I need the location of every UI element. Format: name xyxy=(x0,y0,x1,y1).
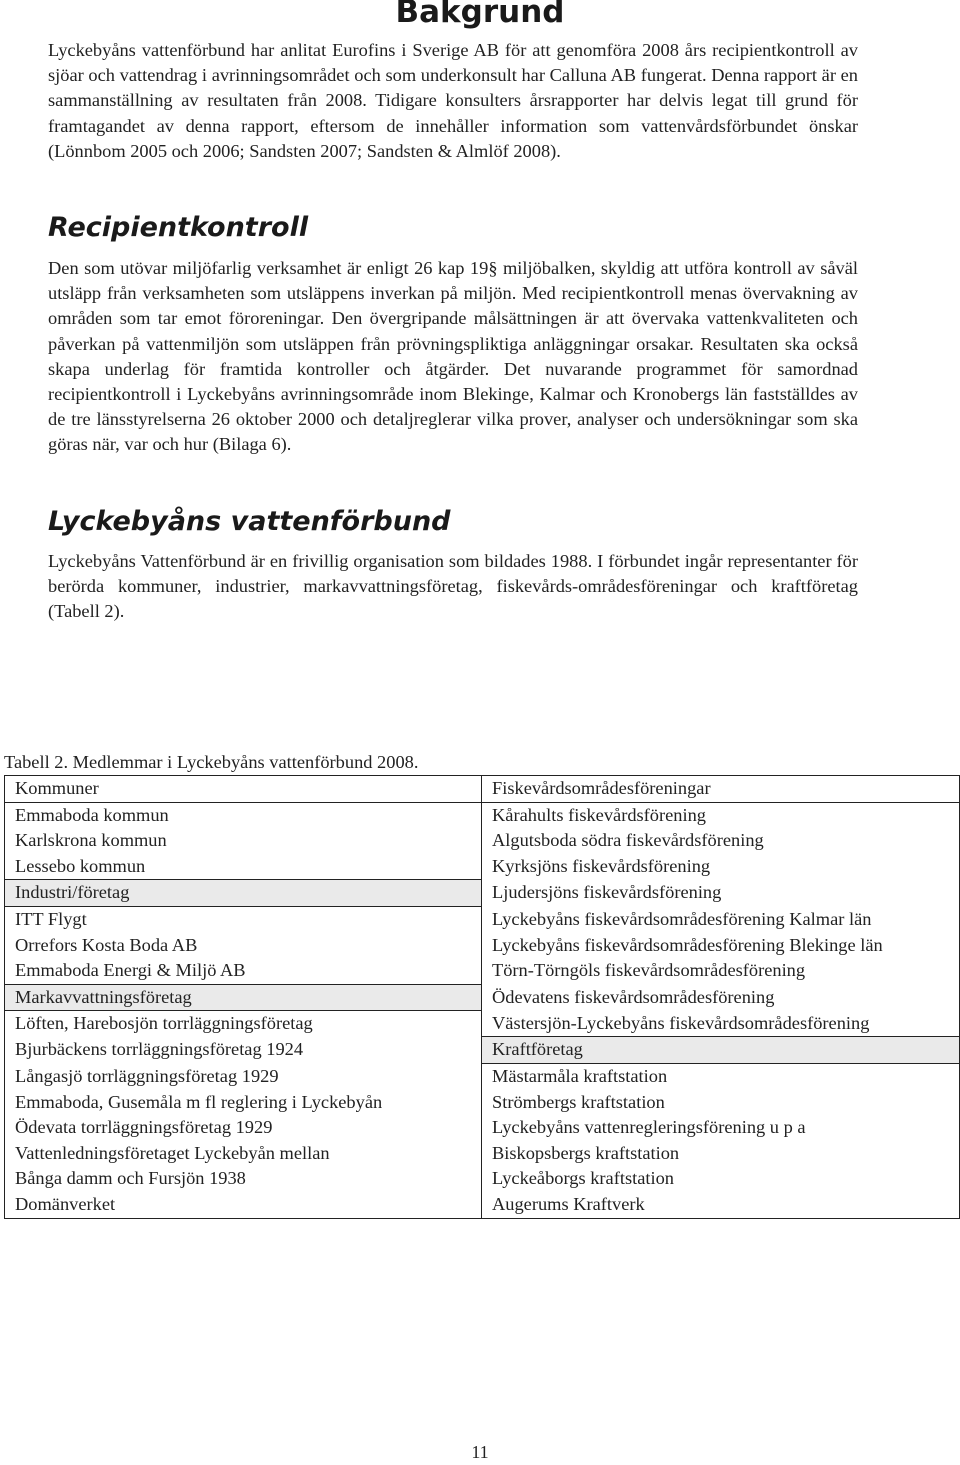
table-row xyxy=(5,906,960,932)
table-cell: Lessebo kommun xyxy=(5,854,482,880)
table-cell: Västersjön-Lyckebyåns fiskevårdsområdesförening xyxy=(482,1011,960,1037)
section-title-vattenforbund: Lyckebyåns vattenförbund xyxy=(48,506,451,537)
table-cell: Ödevata torrläggningsföretag 1929 xyxy=(5,1115,482,1141)
table-row xyxy=(5,933,960,959)
table-cell: Karlskrona kommun xyxy=(5,828,482,854)
table-row xyxy=(5,880,960,907)
table-cell: Långasjö torrläggningsföretag 1929 xyxy=(5,1064,482,1090)
table-cell: Orrefors Kosta Boda AB xyxy=(5,933,482,959)
table-row xyxy=(5,828,960,854)
table-cell: Lyckebyåns vattenregleringsförening u p a xyxy=(482,1115,960,1141)
vattenforbund-paragraph: Lyckebyåns Vattenförbund är en frivillig organisation som bildades 1988. I förbundet ingår representanter för berörda kommuner, industrier, markavvattningsföretag, fiskevårds-områdesföreningar och kraftföretag (Tabell 2). xyxy=(48,551,858,622)
table-row xyxy=(5,1166,960,1192)
table-group-header: Kraftföretag xyxy=(482,1037,960,1064)
members-table xyxy=(4,775,960,1219)
table-group-header: Fiskevårdsområdesföreningar xyxy=(482,776,960,803)
table-cell: Mästarmåla kraftstation xyxy=(482,1064,960,1090)
table-row xyxy=(5,958,960,984)
table-cell: Strömbergs kraftstation xyxy=(482,1090,960,1116)
table-cell: Lyckebyåns fiskevårdsområdesförening Kalmar län xyxy=(482,906,960,932)
table-group-header: Kommuner xyxy=(5,776,482,803)
table-cell: Biskopsbergs kraftstation xyxy=(482,1141,960,1167)
table-cell: Domänverket xyxy=(5,1192,482,1218)
table-cell: Algutsboda södra fiskevårdsförening xyxy=(482,828,960,854)
section-title-recipientkontroll: Recipientkontroll xyxy=(48,212,309,243)
table-cell: Emmaboda kommun xyxy=(5,802,482,828)
table-row xyxy=(5,1115,960,1141)
table-cell: ITT Flygt xyxy=(5,906,482,932)
table-caption: Tabell 2. Medlemmar i Lyckebyåns vattenförbund 2008. xyxy=(4,752,419,772)
table-cell: Lyckeåborgs kraftstation xyxy=(482,1166,960,1192)
table-row xyxy=(5,1141,960,1167)
table-cell: Ödevatens fiskevårdsområdesförening xyxy=(482,984,960,1011)
table-cell: Kyrksjöns fiskevårdsförening xyxy=(482,854,960,880)
recipientkontroll-paragraph: Den som utövar miljöfarlig verksamhet är enligt 26 kap 19§ miljöbalken, skyldig att utföra kontroll av såväl utsläpp från verksamheten som utsläppens inverkan på miljön. Med recipientkontroll menas övervakning av områden som tar emot föroreningar. Den övergripande målsättningen är att övervaka vattenkvaliteten och påverkan på vattenmiljön som utsläppen från prövningspliktiga anläggningar orsakar. Resultaten ska också skapa underlag för framtida kontroller och åtgärder. Det nuvarande programmet för samordnad recipientkontroll i Lyckebyåns avrinningsområde inom Blekinge, Kalmar och Kronobergs län fastställdes av de tre länsstyrelserna 26 oktober 2000 och detaljreglerar vilka prover, analyser och undersökningar som ska göras när, var och hur (Bilaga 6). xyxy=(48,258,858,455)
table-cell: Emmaboda, Gusemåla m fl reglering i Lyckebyån xyxy=(5,1090,482,1116)
table-cell: Bånga damm och Fursjön 1938 xyxy=(5,1166,482,1192)
table-cell: Bjurbäckens torrläggningsföretag 1924 xyxy=(5,1037,482,1064)
table-cell: Löften, Harebosjön torrläggningsföretag xyxy=(5,1011,482,1037)
table-row xyxy=(5,1011,960,1037)
table-row xyxy=(5,776,960,803)
table-cell: Kårahults fiskevårdsförening xyxy=(482,802,960,828)
table-group-header: Markavvattningsföretag xyxy=(5,984,482,1011)
page-number: 11 xyxy=(471,1442,489,1462)
table-group-header: Industri/företag xyxy=(5,880,482,907)
intro-paragraph: Lyckebyåns vattenförbund har anlitat Eurofins i Sverige AB för att genomföra 2008 års recipientkontroll av sjöar och vattendrag i avrinningsområdet och som underkonsult har Calluna AB fungerat. Denna rapport är en sammanställning av resultaten från 2008. Tidigare konsulters årsrapporter har delvis legat till grund för framtagandet av denna rapport, eftersom de innehåller information som vattenvårdsförbundet önskar (Lönnbom 2005 och 2006; Sandsten 2007; Sandsten & Almlöf 2008). xyxy=(48,40,858,161)
table-cell: Emmaboda Energi & Miljö AB xyxy=(5,958,482,984)
table-cell: Lyckebyåns fiskevårdsområdesförening Blekinge län xyxy=(482,933,960,959)
table-row xyxy=(5,802,960,828)
table-cell: Törn-Törngöls fiskevårdsområdesförening xyxy=(482,958,960,984)
table-row xyxy=(5,1064,960,1090)
table-row xyxy=(5,1037,960,1064)
table-cell: Vattenledningsföretaget Lyckebyån mellan xyxy=(5,1141,482,1167)
page-heading: Bakgrund xyxy=(395,0,565,30)
table-row xyxy=(5,984,960,1011)
table-cell: Ljudersjöns fiskevårdsförening xyxy=(482,880,960,907)
table-row xyxy=(5,854,960,880)
table-row xyxy=(5,1192,960,1218)
table-row xyxy=(5,1090,960,1116)
table-cell: Augerums Kraftverk xyxy=(482,1192,960,1218)
